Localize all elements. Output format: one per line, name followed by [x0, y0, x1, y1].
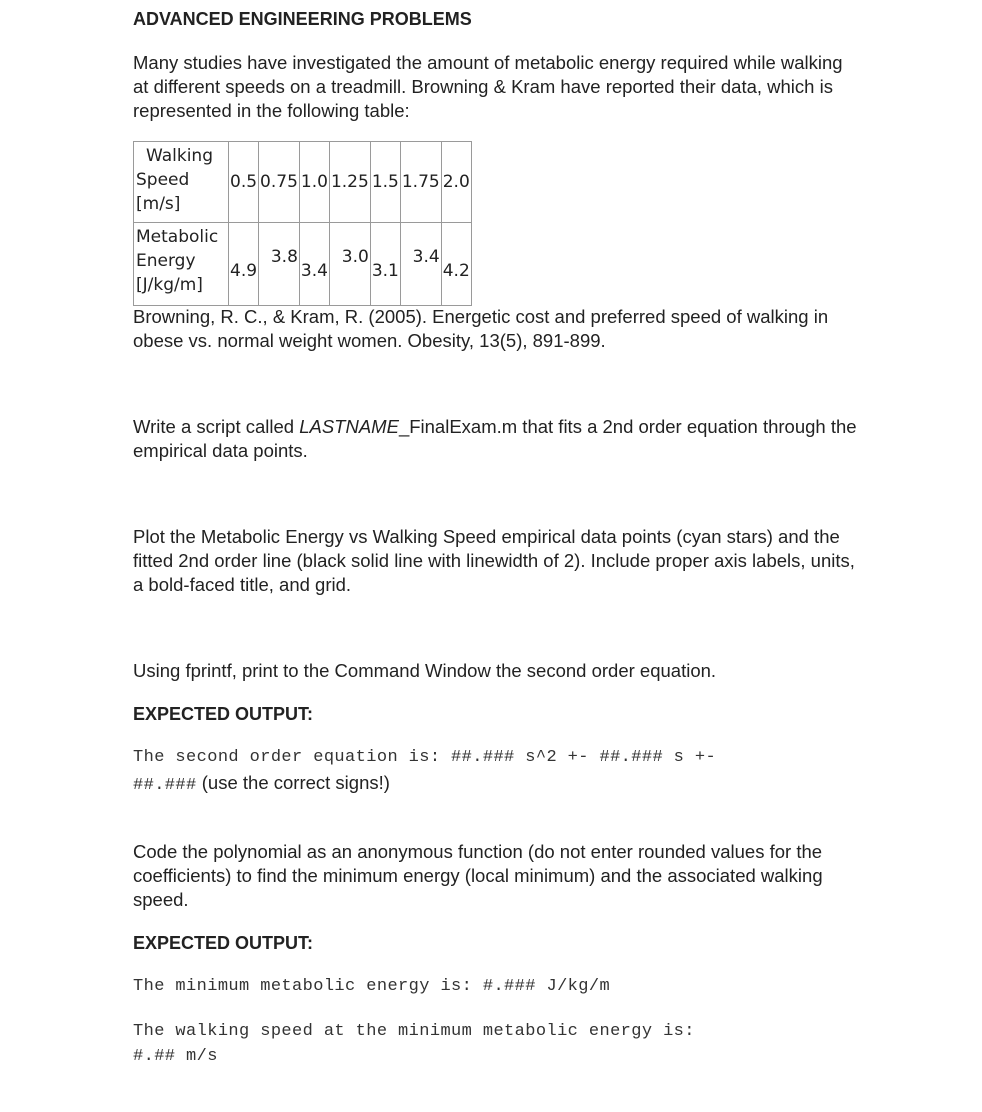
energy-header-line: [J/kg/m] [136, 275, 203, 295]
energy-cell: 4.2 [441, 223, 471, 306]
energy-cell: 3.4 [400, 223, 441, 306]
citation: Browning, R. C., & Kram, R. (2005). Energetic cost and preferred speed of walking in obese vs. normal weight women. Obesity, 13(5), 891-899. [133, 306, 829, 351]
intro-paragraph: Many studies have investigated the amount of metabolic energy required while walking at different speeds on a treadmill. Browning & Kram have reported their data, which is represented in the following table: [133, 52, 843, 121]
table-row-energy [134, 223, 472, 306]
speed-header-line: Walking [146, 146, 213, 166]
energy-header-line: Energy [136, 251, 196, 271]
equation-placeholder: ##.### [133, 776, 197, 795]
energy-header-cell [134, 223, 229, 306]
speed-cell: 2.0 [441, 142, 471, 223]
page-title: ADVANCED ENGINEERING PROBLEMS [133, 9, 472, 29]
task-fprintf-instruction: Using fprintf, print to the Command Window the second order equation. [133, 660, 717, 681]
expected-output-walking-speed-label: The walking speed at the minimum metabolic energy is: [133, 1022, 695, 1041]
expected-output-walking-speed-value: #.## m/s [133, 1047, 218, 1066]
energy-cell: 3.4 [299, 223, 329, 306]
expected-output-minimum-energy: The minimum metabolic energy is: #.### J/kg/m [133, 977, 611, 996]
speed-cell: 1.75 [400, 142, 441, 223]
speed-header-cell [134, 142, 229, 223]
speed-cell: 1.5 [370, 142, 400, 223]
task-minimum-instruction: Code the polynomial as an anonymous function (do not enter rounded values for the coefficients) to find the minimum energy (local minimum) and the associated walking speed. [133, 841, 823, 910]
table-row-speed [134, 142, 472, 223]
energy-cell: 3.0 [329, 223, 370, 306]
energy-cell: 4.9 [229, 223, 259, 306]
expected-output-label: EXPECTED OUTPUT: [133, 704, 314, 724]
speed-cell: 0.75 [259, 142, 300, 223]
task-script-filename: LASTNAME [299, 416, 399, 437]
task-script-prefix: Write a script called [133, 416, 300, 437]
task-script-suffix: _FinalExam.m that fits a 2nd order equation through the empirical data points. [133, 416, 857, 461]
energy-header-line: Metabolic [136, 227, 219, 247]
expected-output-equation-line1: The second order equation is: ##.### s^2 +- ##.### s +- [133, 748, 717, 767]
energy-cell: 3.1 [370, 223, 400, 306]
energy-cell: 3.8 [259, 223, 300, 306]
equation-note: (use the correct signs!) [196, 772, 390, 793]
task-plot-instruction: Plot the Metabolic Energy vs Walking Speed empirical data points (cyan stars) and the fitted 2nd order line (black solid line with linewidth of 2). Include proper axis labels, units, a bold-faced title, and grid. [133, 526, 855, 595]
speed-cell: 1.25 [329, 142, 370, 223]
expected-output-equation-line2 [133, 771, 390, 798]
expected-output-label: EXPECTED OUTPUT: [133, 933, 314, 953]
speed-header-line: [m/s] [136, 194, 181, 214]
data-table [133, 141, 472, 306]
speed-header-line: Speed [136, 170, 190, 190]
speed-cell: 1.0 [299, 142, 329, 223]
task-script-instruction [133, 415, 863, 463]
speed-cell: 0.5 [229, 142, 259, 223]
